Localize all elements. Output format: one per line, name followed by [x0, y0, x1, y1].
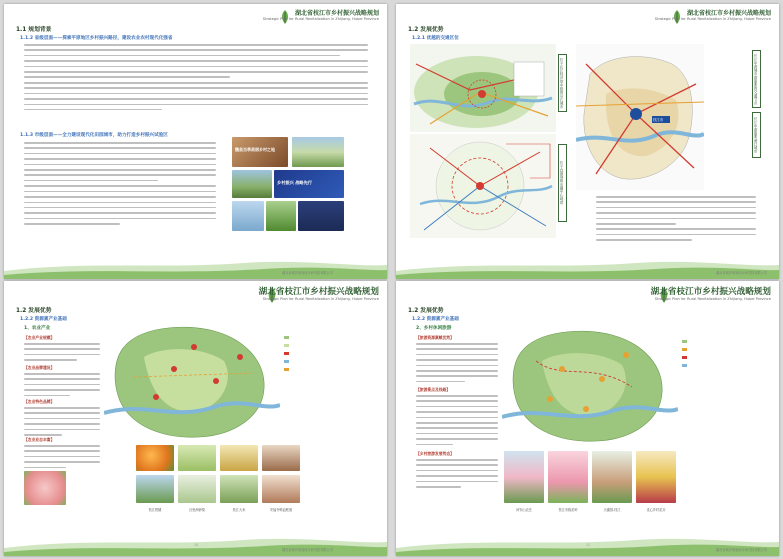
body-text-block — [24, 142, 216, 228]
orchard-photo — [136, 475, 174, 503]
subsection-title: 1.2.1 优越的交通区位 — [412, 36, 459, 41]
paragraph-heading: 【旅游景点及线路】 — [416, 387, 451, 392]
poster-image — [232, 137, 288, 167]
page-1 — [4, 4, 387, 279]
city-label: 枝江市 — [653, 118, 664, 122]
paragraph-heading: 【农业产业规模】 — [24, 335, 55, 340]
photo-caption: 安福寺鸭血粑面 — [269, 508, 293, 512]
photo-caption: 枝江大米 — [232, 508, 246, 512]
paragraph-heading: 【农业特色品牌】 — [24, 399, 55, 404]
body-text-block — [416, 459, 498, 491]
tea-field-photo — [266, 201, 296, 231]
photo-caption: 灵心乡村花卉 — [646, 508, 666, 512]
paragraph-heading: 【农业业态丰富】 — [24, 437, 55, 442]
banner-image — [274, 170, 344, 198]
body-text-block — [24, 445, 100, 472]
map-legend — [284, 335, 344, 393]
header-title: 湖北省枝江市乡村振兴战略规划 — [686, 10, 771, 17]
header-subtitle: Strategic Plan for Rural Revitalization in Zhijiang, Hubei Province — [262, 297, 379, 301]
rice-photo — [220, 445, 258, 471]
paragraph-heading: 【农业品牌建设】 — [24, 365, 55, 370]
section-title: 1.2 发展优势 — [408, 27, 444, 33]
subsection-title: 1.1.2 省级层面——探索平原地区乡村振兴路径，建设农业农村现代化强省 — [20, 36, 173, 41]
body-text-block — [24, 373, 100, 400]
location-band: 长江中游重要港口城市 — [752, 112, 761, 158]
pear-photo — [178, 445, 216, 471]
footer-decoration — [396, 255, 779, 279]
map-legend — [682, 339, 742, 397]
header-title: 湖北省枝江市乡村振兴战略规划 — [650, 287, 771, 297]
subsection-title: 2、乡村休闲旅游 — [416, 326, 452, 331]
header-title: 湖北省枝江市乡村振兴战略规划 — [258, 287, 379, 297]
section-title: 1.1 规划背景 — [16, 27, 52, 33]
header-subtitle: Strategic Plan for Rural Revitalization in Zhijiang, Hubei Province — [654, 17, 771, 21]
park-photo — [592, 451, 632, 503]
body-text-block — [24, 407, 100, 439]
peach-photo — [24, 471, 66, 505]
photo-caption: 问安山农庄 — [516, 508, 532, 512]
page-2 — [396, 4, 779, 279]
paragraph-heading: 【旅游资源禀赋优势】 — [416, 335, 454, 340]
location-band: 位于长江经济带中段的沿江城市 — [558, 54, 567, 112]
page-number: 11 — [586, 543, 591, 547]
noodle-photo — [262, 445, 300, 471]
location-band: 位于宜荆荆都市圈中心地带 — [558, 144, 567, 222]
banner-caption: 乡村振兴 战略先行 — [277, 180, 312, 185]
regional-map-top — [410, 44, 556, 132]
flower-photo — [636, 451, 676, 503]
footer-org-left: 湖北省城乡规划设计研究院有限公司 — [282, 548, 333, 552]
village-photo — [292, 137, 344, 167]
footer-decoration — [4, 255, 387, 279]
garden-photo — [504, 451, 544, 503]
body-text-block — [416, 395, 498, 449]
body-text-block — [24, 44, 368, 114]
page-number: 10 — [194, 543, 199, 547]
tourism-distribution-map — [502, 321, 678, 447]
poster-caption: 魏县当季美丽乡村之地 — [235, 147, 275, 152]
footer-org-right: 湖北省城乡规划设计研究院有限公司 — [716, 271, 767, 275]
conference-photo — [298, 201, 344, 231]
header-title: 湖北省枝江市乡村振兴战略规划 — [294, 10, 379, 17]
agriculture-distribution-map — [104, 317, 280, 443]
local-traffic-map — [576, 44, 704, 190]
location-band: 长江中游城市群重要的交通节点 — [752, 50, 761, 108]
section-title: 1.2 发展优势 — [408, 308, 444, 314]
farmer-photo — [220, 475, 258, 503]
buildings-photo — [232, 201, 264, 231]
page-4 — [396, 281, 779, 556]
footer-org-right: 湖北省城乡规划设计研究院有限公司 — [716, 548, 767, 552]
product-photo — [262, 475, 300, 503]
photo-caption: 百里洲砂梨 — [189, 508, 205, 512]
photo-caption: 枝江柑橘 — [148, 508, 162, 512]
page-3 — [4, 281, 387, 556]
photo-caption: 天湖园-枝江 — [603, 508, 621, 512]
subsection-title: 1.2.2 资源禀产业基础 — [20, 317, 67, 322]
field-photo — [178, 475, 216, 503]
subsection-title: 1.2.2 资源禀产业基础 — [412, 317, 459, 322]
citrus-photo — [136, 445, 174, 471]
section-title: 1.2 发展优势 — [16, 308, 52, 314]
subsection-title: 1.1.3 市级层面——全力建设现代化田园城市，助力打造乡村振兴试验区 — [20, 133, 168, 138]
paragraph-heading: 【乡村旅游发展势态】 — [416, 451, 454, 456]
header-subtitle: Strategic Plan for Rural Revitalization in Zhijiang, Hubei Province — [262, 17, 379, 21]
peach-blossom-photo — [548, 451, 588, 503]
body-text-block — [24, 343, 100, 365]
footer-org-left: 湖北省城乡规划设计研究院有限公司 — [282, 271, 333, 275]
terrace-photo — [232, 170, 272, 198]
body-text-block — [596, 196, 756, 245]
body-text-block — [416, 343, 498, 386]
regional-map-bottom — [410, 134, 556, 238]
header-subtitle: Strategic Plan for Rural Revitalization in Zhijiang, Hubei Province — [654, 297, 771, 301]
subsection-title: 1、农业产业 — [24, 326, 51, 331]
photo-caption: 枝江市桃花岭 — [558, 508, 578, 512]
